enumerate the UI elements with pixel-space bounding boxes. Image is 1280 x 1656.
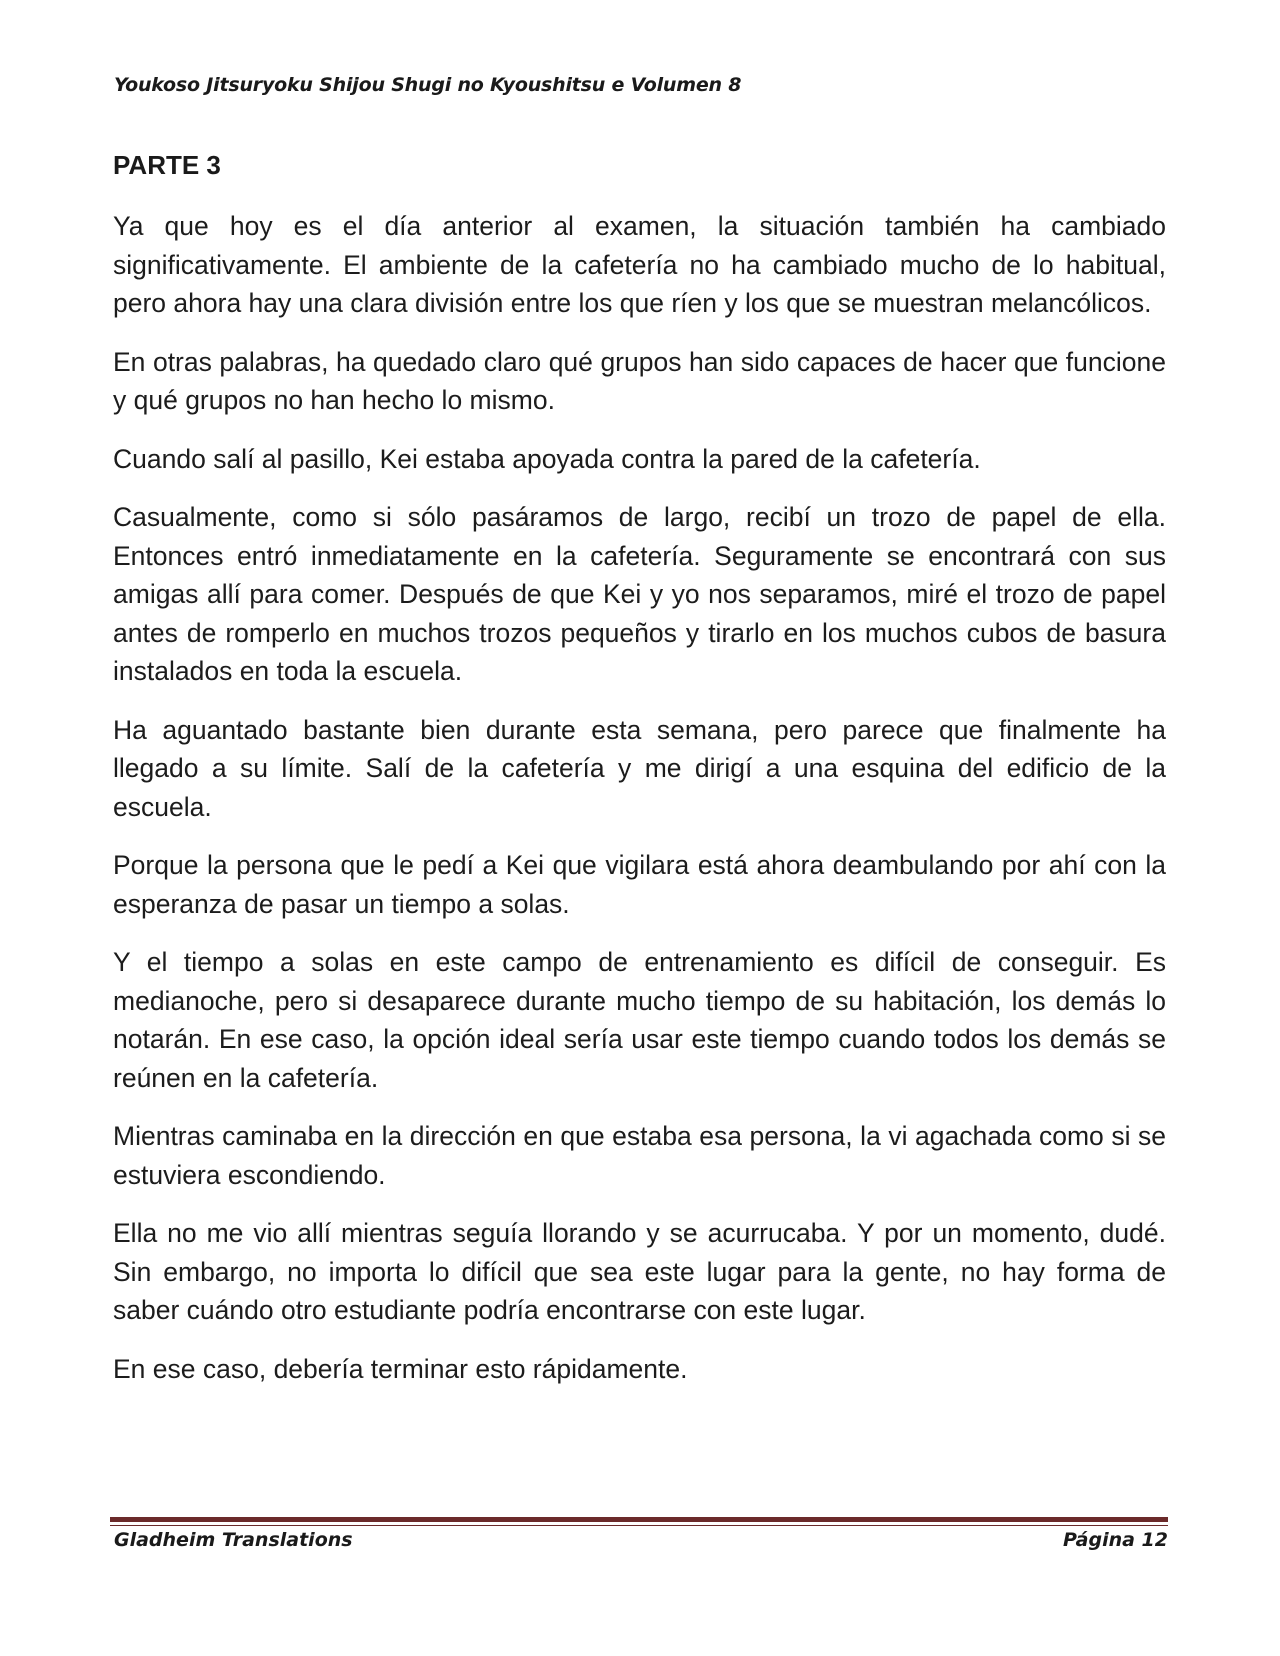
paragraph: Y el tiempo a solas en este campo de entrenamiento es difícil de conseguir. Es medianoche, pero si desaparece durante mucho tiempo de su habitación, los demás lo notarán. En ese caso, la opción ideal sería usar este tiempo cuando todos los demás se reúnen en la cafetería. bbox=[113, 947, 1166, 1093]
running-header: Youkoso Jitsuryoku Shijou Shugi no Kyoushitsu e Volumen 8 bbox=[114, 74, 742, 96]
body-text bbox=[113, 207, 1166, 1408]
paragraph: En ese caso, debería terminar esto rápidamente. bbox=[113, 1353, 688, 1384]
paragraph: En otras palabras, ha quedado claro qué grupos han sido capaces de hacer que funcione y qué grupos no han hecho lo mismo. bbox=[113, 346, 1166, 415]
paragraph: Ha aguantado bastante bien durante esta semana, pero parece que finalmente ha llegado a su límite. Salí de la cafetería y me dirigí a una esquina del edificio de la escuela. bbox=[113, 714, 1166, 822]
paragraph: Porque la persona que le pedí a Kei que vigilara está ahora deambulando por ahí con la esperanza de pasar un tiempo a solas. bbox=[113, 850, 1166, 919]
footer-divider-thick bbox=[110, 1517, 1168, 1522]
footer-divider-thin bbox=[110, 1525, 1168, 1526]
footer-page-number: Página 12 bbox=[1062, 1529, 1168, 1551]
paragraph: Casualmente, como si sólo pasáramos de largo, recibí un trozo de papel de ella. Entonces entró inmediatamente en la cafetería. Seguramente se encontrará con sus amigas allí para comer. Después de que Kei y yo nos separamos, miré el trozo de papel antes de romperlo en muchos trozos pequeños y tirarlo en los muchos cubos de basura instalados en toda la escuela. bbox=[113, 502, 1166, 686]
section-heading: PARTE 3 bbox=[113, 150, 221, 180]
paragraph: Ella no me vio allí mientras seguía llorando y se acurrucaba. Y por un momento, dudé. Sin embargo, no importa lo difícil que sea este lugar para la gente, no hay forma de saber cuándo otro estudiante podría encontrarse con este lugar. bbox=[113, 1218, 1166, 1325]
paragraph: Ya que hoy es el día anterior al examen, la situación también ha cambiado significativamente. El ambiente de la cafetería no ha cambiado mucho de lo habitual, pero ahora hay una clara división entre los que ríen y los que se muestran melancólicos. bbox=[113, 211, 1166, 318]
paragraph: Cuando salí al pasillo, Kei estaba apoyada contra la pared de la cafetería. bbox=[113, 443, 981, 474]
footer-publisher: Gladheim Translations bbox=[114, 1529, 353, 1551]
paragraph: Mientras caminaba en la dirección en que estaba esa persona, la vi agachada como si se estuviera escondiendo. bbox=[113, 1121, 1166, 1190]
